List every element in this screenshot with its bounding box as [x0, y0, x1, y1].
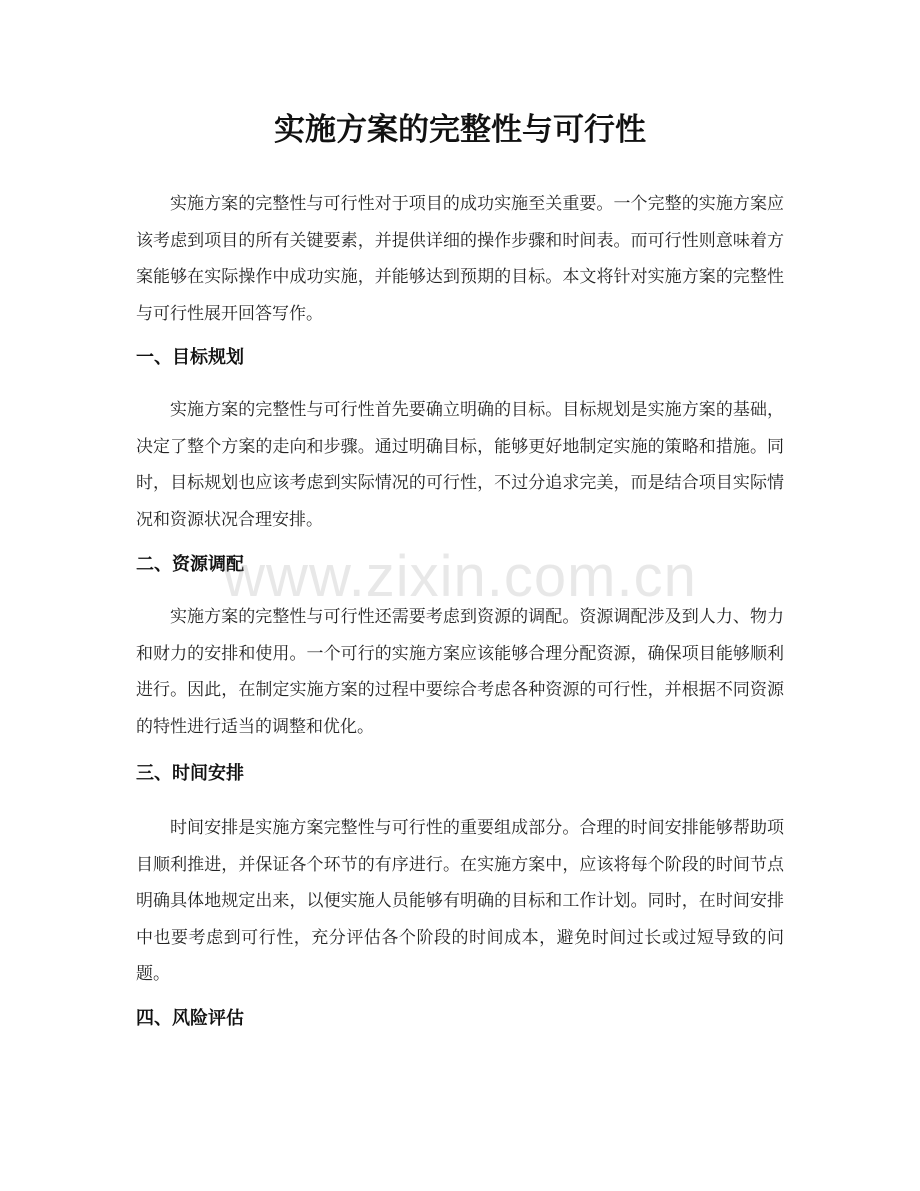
- intro-paragraph: 实施方案的完整性与可行性对于项目的成功实施至关重要。一个完整的实施方案应该考虑到项目的所有关键要素，并提供详细的操作步骤和时间表。而可行性则意味着方案能够在实际操作中成功实施，并能够达到预期的目标。本文将针对实施方案的完整性与可行性展开回答写作。: [136, 194, 784, 324]
- section-body-resource-allocation: 实施方案的完整性与可行性还需要考虑到资源的调配。资源调配涉及到人力、物力和财力的安排和使用。一个可行的实施方案应该能够合理分配资源，确保项目能够顺利进行。因此，在制定实施方案的过程中要综合考虑各种资源的可行性，并根据不同资源的特性进行适当的调整和优化。: [136, 607, 784, 737]
- section-body-goal-planning: 实施方案的完整性与可行性首先要确立明确的目标。目标规划是实施方案的基础，决定了整个方案的走向和步骤。通过明确目标，能够更好地制定实施的策略和措施。同时，目标规划也应该考虑到实际情况的可行性，不过分追求完美，而是结合项目实际情况和资源状况合理安排。: [136, 400, 784, 530]
- section-heading-goal-planning: 一、目标规划: [136, 347, 244, 368]
- section-heading-time-schedule: 三、时间安排: [136, 763, 244, 784]
- section-body-time-schedule: 时间安排是实施方案完整性与可行性的重要组成部分。合理的时间安排能够帮助项目顺利推进，并保证各个环节的有序进行。在实施方案中，应该将每个阶段的时间节点明确具体地规定出来，以便实施人员能够有明确的目标和工作计划。同时，在时间安排中也要考虑到可行性，充分评估各个阶段的时间成本，避免时间过长或过短导致的问题。: [136, 818, 784, 984]
- section-heading-risk-assessment: 四、风险评估: [136, 1008, 244, 1029]
- watermark: www.zixin.com.cn: [223, 544, 697, 609]
- section-heading-resource-allocation: 二、资源调配: [136, 554, 244, 575]
- page-title: 实施方案的完整性与可行性: [274, 112, 646, 148]
